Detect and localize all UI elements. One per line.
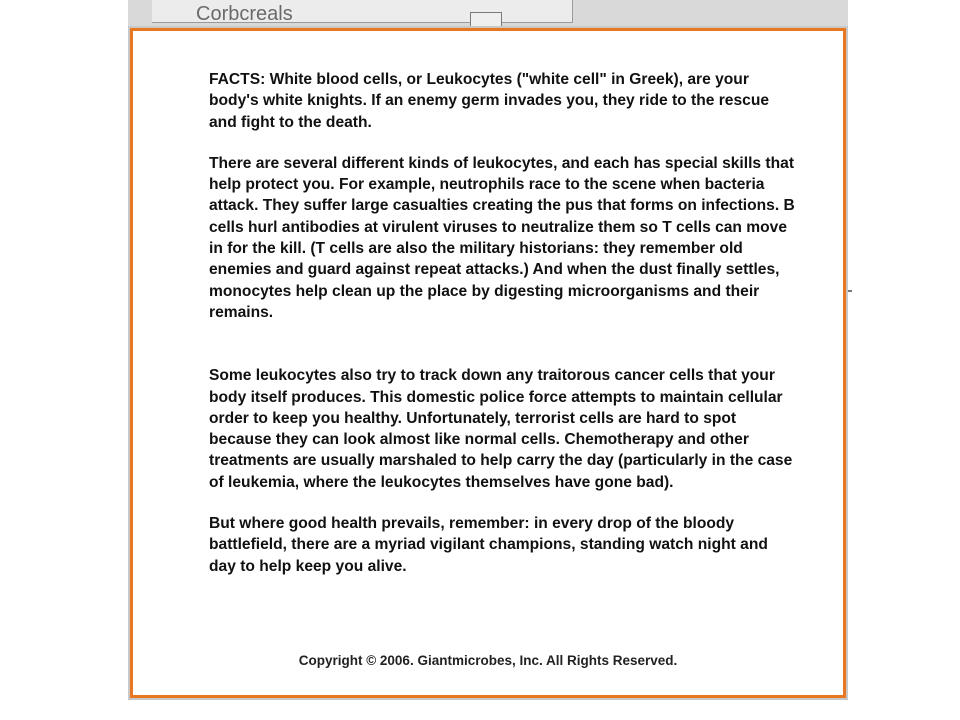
background-field-text: Corbcreals	[196, 3, 293, 25]
paragraph-conclusion: But where good health prevails, remember: in every drop of the bloody battlefield, there are a myriad vigilant champions, standing watch night and day to help keep you alive.	[209, 515, 768, 575]
document-body	[209, 69, 799, 577]
background-text-field	[152, 0, 573, 23]
background-window-strip	[128, 0, 848, 26]
document-frame	[128, 26, 848, 700]
paragraph-cancer: Some leukocytes also try to track down any traitorous cancer cells that your body itself produces. This domestic police force attempts to maintain cellular order to keep you healthy. Unfortunately, terrorist cells are hard to spot because they can look almost like normal cells. Chemotherapy and other treatments are usually marshaled to help carry the day (particularly in the case of leukemia, where the leukocytes themselves have gone bad).	[209, 367, 793, 491]
right-edge-mark	[848, 290, 852, 292]
paragraph-facts: FACTS: White blood cells, or Leukocytes ("white cell" in Greek), are your body's white knights. If an enemy germ invades you, they ride to the rescue and fight to the death.	[209, 71, 770, 131]
copyright-notice: Copyright © 2006. Giantmicrobes, Inc. All Rights Reserved.	[298, 653, 678, 668]
paragraph-kinds: There are several different kinds of leukocytes, and each has special skills that help protect you. For example, neutrophils race to the scene when bacteria attack. They suffer large casualties creating the pus that forms on infections. B cells hurl antibodies at virulent viruses to neutralize them so T cells can move in for the kill. (T cells are also the military historians: they remember old enemies and guard against repeat attacks.) And when the dust finally settles, monocytes help clean up the place by digesting microorganisms and their remains.	[209, 154, 795, 321]
info-card	[130, 28, 846, 698]
background-tab	[470, 12, 502, 26]
